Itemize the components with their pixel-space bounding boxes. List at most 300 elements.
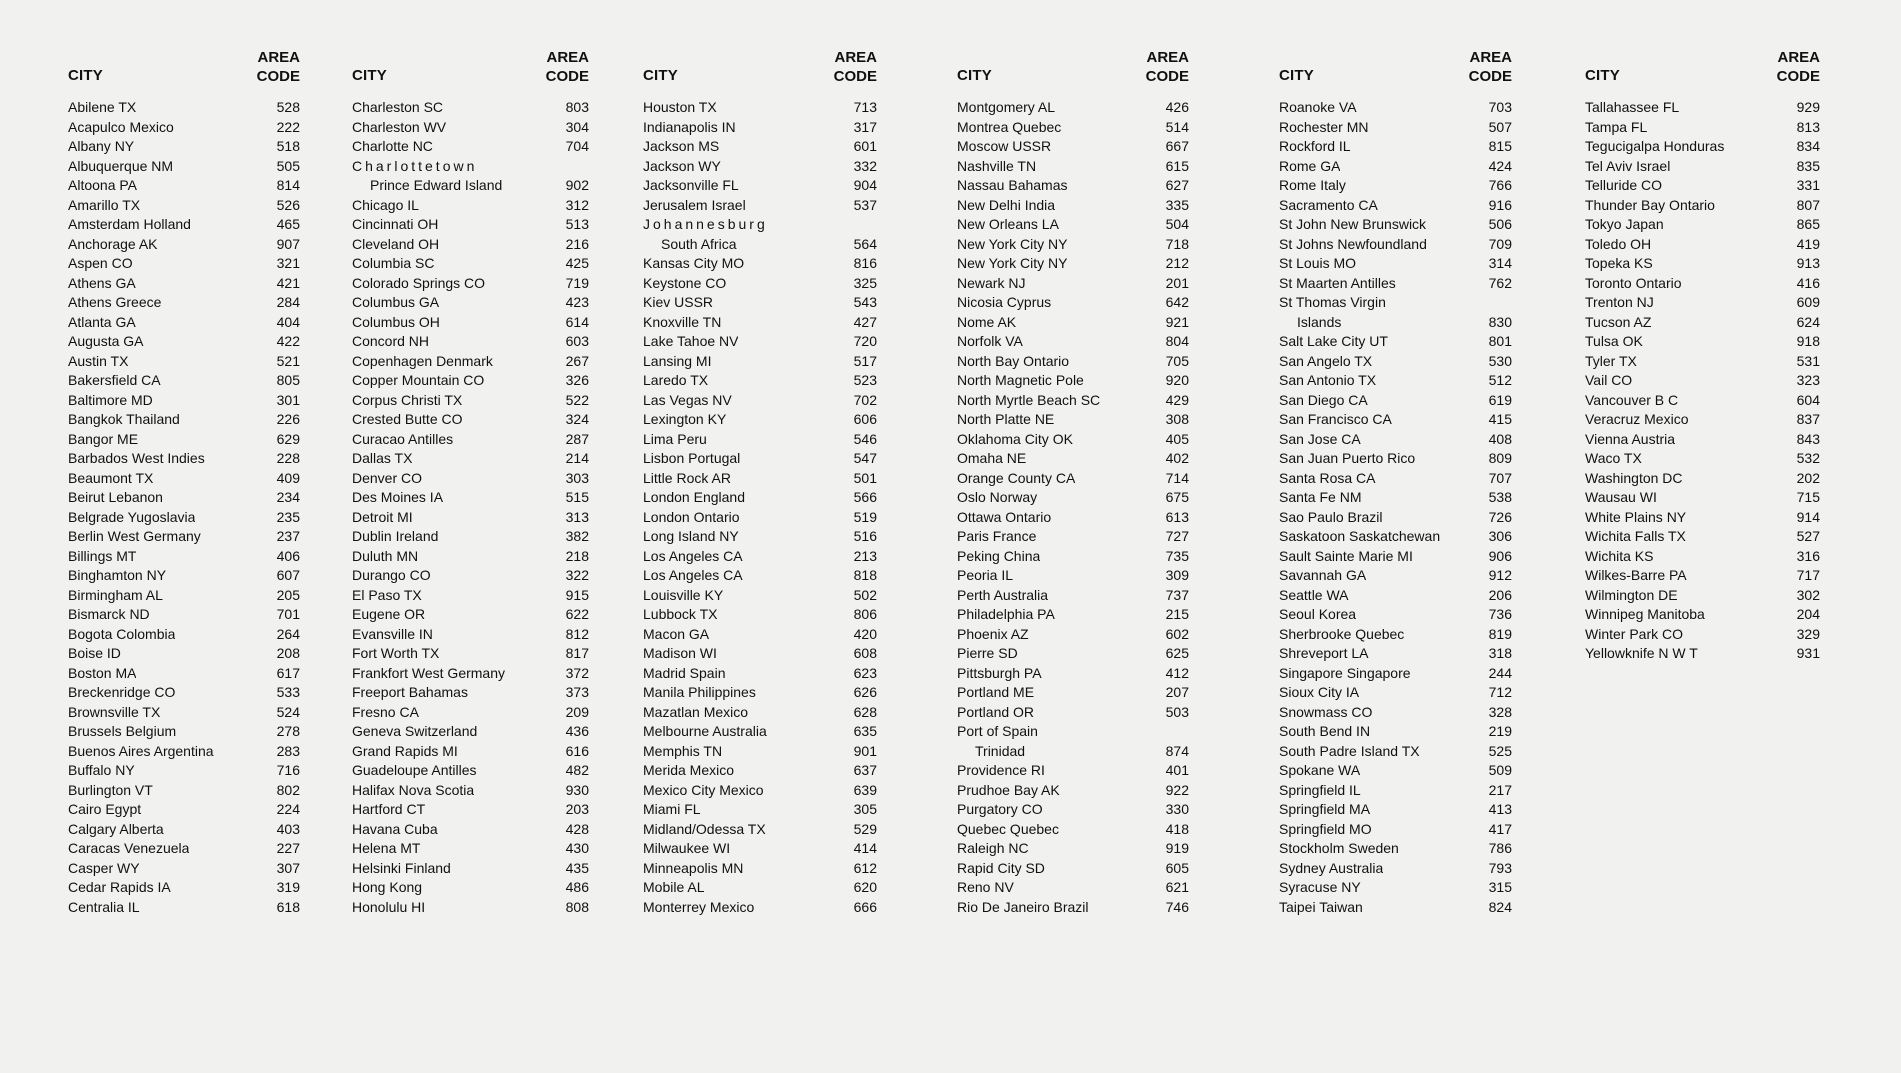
list-item [643, 547, 877, 567]
area-code: 735 [1165, 547, 1189, 564]
area-code: 405 [1165, 430, 1189, 447]
city-name: Sacramento CA [1279, 196, 1378, 213]
city-name: Buffalo NY [68, 762, 135, 778]
city-name: Wichita Falls TX [1585, 528, 1686, 544]
city-name: Rome GA [1279, 157, 1341, 174]
city-name: Ottawa Ontario [957, 508, 1052, 525]
city-name: Curacao Antilles [352, 430, 454, 447]
list-item [1279, 722, 1512, 742]
list-item [1585, 352, 1820, 372]
area-code: 528 [276, 99, 300, 115]
city-name: San Angelo TX [1279, 352, 1373, 369]
city-name: Frankfort West Germany [352, 664, 506, 681]
area-code: 419 [1796, 235, 1820, 252]
list-item [68, 332, 300, 352]
area-code: 267 [565, 352, 589, 369]
list-item [1279, 469, 1512, 489]
list-item [643, 625, 877, 645]
city-name: Miami FL [643, 801, 701, 817]
list-item [352, 644, 589, 664]
city-name: El Paso TX [352, 586, 422, 603]
area-code: 530 [1488, 352, 1512, 369]
city-name: Durango CO [352, 567, 431, 583]
area-code: 809 [1488, 450, 1512, 466]
list-item [957, 722, 1189, 742]
city-name: Cleveland OH [352, 235, 440, 252]
list-item [1279, 898, 1512, 918]
city-name: Freeport Bahamas [352, 684, 468, 700]
list-item [643, 313, 877, 333]
city-name: Los Angeles CA [643, 547, 743, 564]
list-item [643, 391, 877, 411]
city-name: Tampa FL [1585, 118, 1648, 135]
list-item [1585, 137, 1820, 157]
list-item [1585, 586, 1820, 606]
area-code: 237 [276, 528, 300, 544]
city-name: Burlington VT [68, 781, 153, 798]
area-code: 609 [1796, 294, 1820, 310]
area-code: 516 [853, 528, 877, 544]
list-item [643, 664, 877, 684]
city-name: Augusta GA [68, 333, 144, 349]
list-item [643, 332, 877, 352]
area-code: 719 [565, 274, 589, 291]
area-code: 623 [853, 664, 877, 681]
area-code: 331 [1796, 177, 1820, 193]
city-name: Vancouver B C [1585, 391, 1679, 408]
area-code: 425 [565, 255, 589, 271]
area-code: 537 [853, 196, 877, 213]
area-code: 705 [1165, 352, 1189, 369]
area-code: 203 [565, 801, 589, 817]
area-code: 605 [1165, 859, 1189, 876]
list-item [68, 722, 300, 742]
area-code: 613 [1165, 508, 1189, 525]
city-name: Tyler TX [1585, 352, 1637, 369]
area-code: 837 [1796, 411, 1820, 427]
area-code: 736 [1488, 606, 1512, 622]
list-item [1279, 274, 1512, 294]
city-header: CITY [1585, 67, 1620, 84]
city-name: Long Island NY [643, 528, 739, 544]
list-item [1585, 98, 1820, 118]
area-code: 637 [853, 762, 877, 778]
area-code: 707 [1488, 469, 1512, 486]
city-name: Rochester MN [1279, 118, 1369, 135]
area-code: 604 [1796, 391, 1820, 408]
city-name: Aspen CO [68, 255, 133, 271]
list-item [1585, 547, 1820, 567]
area-code: 835 [1796, 157, 1820, 174]
city-name: Atlanta GA [68, 313, 136, 330]
city-name: Evansville IN [352, 625, 433, 642]
list-item [68, 898, 300, 918]
list-item [1585, 625, 1820, 645]
city-name: Concord NH [352, 333, 430, 349]
area-code: 525 [1488, 742, 1512, 759]
city-name: South Bend IN [1279, 723, 1371, 739]
city-name: Barbados West Indies [68, 450, 205, 466]
city-name: Johannesburg [643, 216, 768, 232]
city-header: CITY [1279, 67, 1314, 84]
area-code: 531 [1796, 352, 1820, 369]
city-name: Duluth MN [352, 547, 419, 564]
area-code: 526 [276, 196, 300, 213]
city-name: Jerusalem Israel [643, 196, 746, 213]
area-code: 501 [853, 469, 877, 486]
area-code: 929 [1796, 99, 1820, 115]
list-item [1585, 488, 1820, 508]
area-code: 913 [1796, 255, 1820, 271]
area-code: 521 [276, 352, 300, 369]
list-item [957, 313, 1189, 333]
list-item [643, 781, 877, 801]
city-name: Brownsville TX [68, 703, 161, 720]
list-item [1279, 605, 1512, 625]
city-name: North Bay Ontario [957, 352, 1070, 369]
list-item [68, 781, 300, 801]
area-code: 329 [1796, 625, 1820, 642]
area-code: 222 [276, 118, 300, 135]
area-code: 512 [1488, 372, 1512, 388]
city-list [643, 98, 877, 917]
city-name: White Plains NY [1585, 508, 1687, 525]
list-item [957, 449, 1189, 469]
area-code: 330 [1165, 801, 1189, 817]
area-code: 213 [853, 547, 877, 564]
list-item [643, 839, 877, 859]
area-code: 303 [565, 469, 589, 486]
list-item [1279, 157, 1512, 177]
city-name: Berlin West Germany [68, 528, 201, 544]
area-code: 524 [276, 703, 300, 720]
area-code: 843 [1796, 430, 1820, 447]
list-item [643, 742, 877, 762]
list-item [643, 644, 877, 664]
city-name: New York City NY [957, 235, 1068, 252]
city-name: Knoxville TN [643, 313, 722, 330]
city-name: Madison WI [643, 645, 717, 661]
city-name: Wichita KS [1585, 547, 1654, 564]
area-code: 314 [1488, 255, 1512, 271]
list-item [1279, 98, 1512, 118]
list-item [352, 352, 589, 372]
city-name: Jacksonville FL [643, 177, 739, 193]
list-item [1279, 625, 1512, 645]
area-code: 617 [276, 664, 300, 681]
list-item [957, 118, 1189, 138]
city-name: Singapore Singapore [1279, 664, 1411, 681]
city-name: Prince Edward Island [370, 177, 503, 193]
city-name: Charlotte NC [352, 138, 433, 154]
list-item [68, 839, 300, 859]
city-name: Lubbock TX [643, 606, 718, 622]
city-name: Baltimore MD [68, 391, 153, 408]
city-name: Spokane WA [1279, 762, 1361, 778]
list-item [1585, 313, 1820, 333]
list-item [352, 742, 589, 762]
city-name: Guadeloupe Antilles [352, 762, 477, 778]
city-name: Caracas Venezuela [68, 840, 190, 856]
list-item [1279, 644, 1512, 664]
list-item [352, 313, 589, 333]
list-item [1279, 547, 1512, 567]
area-code: 404 [276, 313, 300, 330]
city-name: Newark NJ [957, 274, 1026, 291]
city-name: Moscow USSR [957, 138, 1052, 154]
city-name: Laredo TX [643, 372, 709, 388]
area-code: 323 [1796, 372, 1820, 388]
list-item [957, 566, 1189, 586]
city-name: Nassau Bahamas [957, 177, 1068, 193]
area-code: 538 [1488, 489, 1512, 505]
city-name: Acapulco Mexico [68, 118, 174, 135]
area-code: 417 [1488, 820, 1512, 837]
area-code: 803 [565, 99, 589, 115]
area-code: 402 [1165, 450, 1189, 466]
city-name: Midland/Odessa TX [643, 820, 766, 837]
city-name: Phoenix AZ [957, 625, 1029, 642]
list-item [68, 137, 300, 157]
list-item [643, 371, 877, 391]
area-code: 430 [565, 840, 589, 856]
list-item [68, 527, 300, 547]
column-6 [1585, 46, 1820, 664]
list-item [957, 410, 1189, 430]
list-item [352, 703, 589, 723]
area-code: 801 [1488, 333, 1512, 349]
city-name: Breckenridge CO [68, 684, 176, 700]
area-code: 420 [853, 625, 877, 642]
list-item [957, 898, 1189, 918]
area-code-header: AREA CODE [256, 49, 300, 85]
list-item [957, 430, 1189, 450]
city-name: Birmingham AL [68, 586, 163, 603]
list-item [352, 410, 589, 430]
city-name: San Francisco CA [1279, 411, 1392, 427]
area-code: 713 [853, 99, 877, 115]
list-item [352, 430, 589, 450]
list-item [352, 118, 589, 138]
area-code: 218 [565, 547, 589, 564]
city-name: Nashville TN [957, 157, 1037, 174]
area-code: 482 [565, 762, 589, 778]
city-name: Springfield MA [1279, 801, 1371, 817]
list-item [68, 800, 300, 820]
city-name: Boise ID [68, 645, 121, 661]
city-name: Crested Butte CO [352, 411, 463, 427]
list-item [643, 878, 877, 898]
list-item [643, 157, 877, 177]
city-name: Hong Kong [352, 879, 423, 895]
area-code: 465 [276, 216, 300, 232]
area-code: 639 [853, 781, 877, 798]
list-item [957, 508, 1189, 528]
area-code: 564 [853, 235, 877, 252]
column-header [1585, 46, 1820, 88]
area-code: 304 [565, 118, 589, 135]
area-code: 212 [1165, 255, 1189, 271]
area-code: 278 [276, 723, 300, 739]
list-item [1279, 235, 1512, 255]
city-name: Milwaukee WI [643, 840, 731, 856]
city-name: Thunder Bay Ontario [1585, 196, 1715, 213]
city-header: CITY [68, 67, 103, 84]
city-name: Fort Worth TX [352, 645, 440, 661]
list-item [957, 761, 1189, 781]
list-item [957, 196, 1189, 216]
city-name: Veracruz Mexico [1585, 411, 1689, 427]
city-name: Mobile AL [643, 879, 705, 895]
city-name: Tegucigalpa Honduras [1585, 138, 1725, 154]
area-code: 216 [565, 235, 589, 252]
list-item [957, 215, 1189, 235]
area-code: 626 [853, 684, 877, 700]
city-name: Nicosia Cyprus [957, 294, 1052, 310]
city-name: Beirut Lebanon [68, 489, 163, 505]
area-code: 436 [565, 723, 589, 739]
area-code: 914 [1796, 508, 1820, 525]
area-code: 312 [565, 196, 589, 213]
area-code: 918 [1796, 333, 1820, 349]
list-item [643, 274, 877, 294]
area-code: 816 [853, 255, 877, 271]
list-item [643, 527, 877, 547]
city-name: Snowmass CO [1279, 703, 1373, 720]
city-name: St Louis MO [1279, 255, 1357, 271]
area-code: 901 [853, 742, 877, 759]
city-name: Anchorage AK [68, 235, 158, 252]
area-code: 675 [1165, 489, 1189, 505]
list-item [957, 800, 1189, 820]
area-code: 802 [276, 781, 300, 798]
area-code: 922 [1165, 781, 1189, 798]
city-name: Dublin Ireland [352, 528, 439, 544]
city-name: Merida Mexico [643, 762, 735, 778]
area-code: 328 [1488, 703, 1512, 720]
area-code-header: AREA CODE [545, 49, 589, 85]
city-name: Washington DC [1585, 469, 1683, 486]
area-code: 332 [853, 157, 877, 174]
area-code: 214 [565, 450, 589, 466]
city-name: Springfield MO [1279, 820, 1372, 837]
area-code: 615 [1165, 157, 1189, 174]
city-name: Wausau WI [1585, 489, 1657, 505]
list-item [68, 274, 300, 294]
area-code: 746 [1165, 898, 1189, 915]
list-item [643, 235, 877, 255]
list-item [643, 410, 877, 430]
list-item [1279, 176, 1512, 196]
city-name: Quebec Quebec [957, 820, 1059, 837]
city-name: Albuquerque NM [68, 157, 174, 174]
area-code: 315 [1488, 879, 1512, 895]
list-item [643, 683, 877, 703]
city-name: Rapid City SD [957, 859, 1045, 876]
area-code: 523 [853, 372, 877, 388]
area-code: 629 [276, 430, 300, 447]
area-code: 408 [1488, 430, 1512, 447]
city-name: Omaha NE [957, 450, 1027, 466]
city-name: Portland OR [957, 703, 1035, 720]
area-code: 543 [853, 294, 877, 310]
city-name: Chicago IL [352, 196, 419, 213]
list-item [1279, 800, 1512, 820]
city-name: Toledo OH [1585, 235, 1652, 252]
city-name: Fresno CA [352, 703, 419, 720]
city-name: Indianapolis IN [643, 118, 736, 135]
city-name: North Platte NE [957, 411, 1055, 427]
city-name: San Antonio TX [1279, 372, 1377, 388]
city-name: Saskatoon Saskatchewan [1279, 528, 1441, 544]
area-code: 612 [853, 859, 877, 876]
list-item [1279, 488, 1512, 508]
city-name: Montgomery AL [957, 99, 1056, 115]
city-name: Kansas City MO [643, 255, 745, 271]
area-code: 718 [1165, 235, 1189, 252]
area-code: 824 [1488, 898, 1512, 915]
city-name: Grand Rapids MI [352, 742, 458, 759]
area-code: 206 [1488, 586, 1512, 603]
area-code: 915 [565, 586, 589, 603]
list-item [957, 293, 1189, 313]
area-code: 226 [276, 411, 300, 427]
list-item [957, 254, 1189, 274]
city-name: Athens Greece [68, 294, 162, 310]
area-code: 907 [276, 235, 300, 252]
list-item [957, 98, 1189, 118]
area-code: 622 [565, 606, 589, 622]
list-item [68, 235, 300, 255]
list-item [957, 469, 1189, 489]
list-item [957, 274, 1189, 294]
city-list [1585, 98, 1820, 664]
city-name: Bismarck ND [68, 606, 150, 622]
list-item [68, 683, 300, 703]
area-code: 614 [565, 313, 589, 330]
area-code: 209 [565, 703, 589, 720]
area-code: 307 [276, 859, 300, 876]
city-name: Peking China [957, 547, 1041, 564]
city-name: Seoul Korea [1279, 606, 1357, 622]
list-item [957, 352, 1189, 372]
city-name: Orange County CA [957, 469, 1076, 486]
list-item [68, 703, 300, 723]
city-name: North Magnetic Pole [957, 372, 1084, 388]
list-item [1279, 820, 1512, 840]
city-list [1279, 98, 1512, 917]
area-code: 217 [1488, 781, 1512, 798]
city-name: Jackson MS [643, 138, 720, 154]
list-item [68, 644, 300, 664]
list-item [352, 254, 589, 274]
city-name: Hartford CT [352, 801, 426, 817]
city-name: Salt Lake City UT [1279, 333, 1388, 349]
list-item [643, 586, 877, 606]
list-item [957, 137, 1189, 157]
city-name: Des Moines IA [352, 489, 444, 505]
city-name: San Diego CA [1279, 391, 1368, 408]
city-name: Los Angeles CA [643, 567, 743, 583]
list-item [957, 488, 1189, 508]
city-name: Tallahassee FL [1585, 99, 1680, 115]
city-name: Cairo Egypt [68, 801, 142, 817]
list-item [957, 878, 1189, 898]
area-code: 509 [1488, 762, 1512, 778]
list-item [352, 469, 589, 489]
city-name: Sault Sainte Marie MI [1279, 547, 1413, 564]
area-code: 815 [1488, 138, 1512, 154]
